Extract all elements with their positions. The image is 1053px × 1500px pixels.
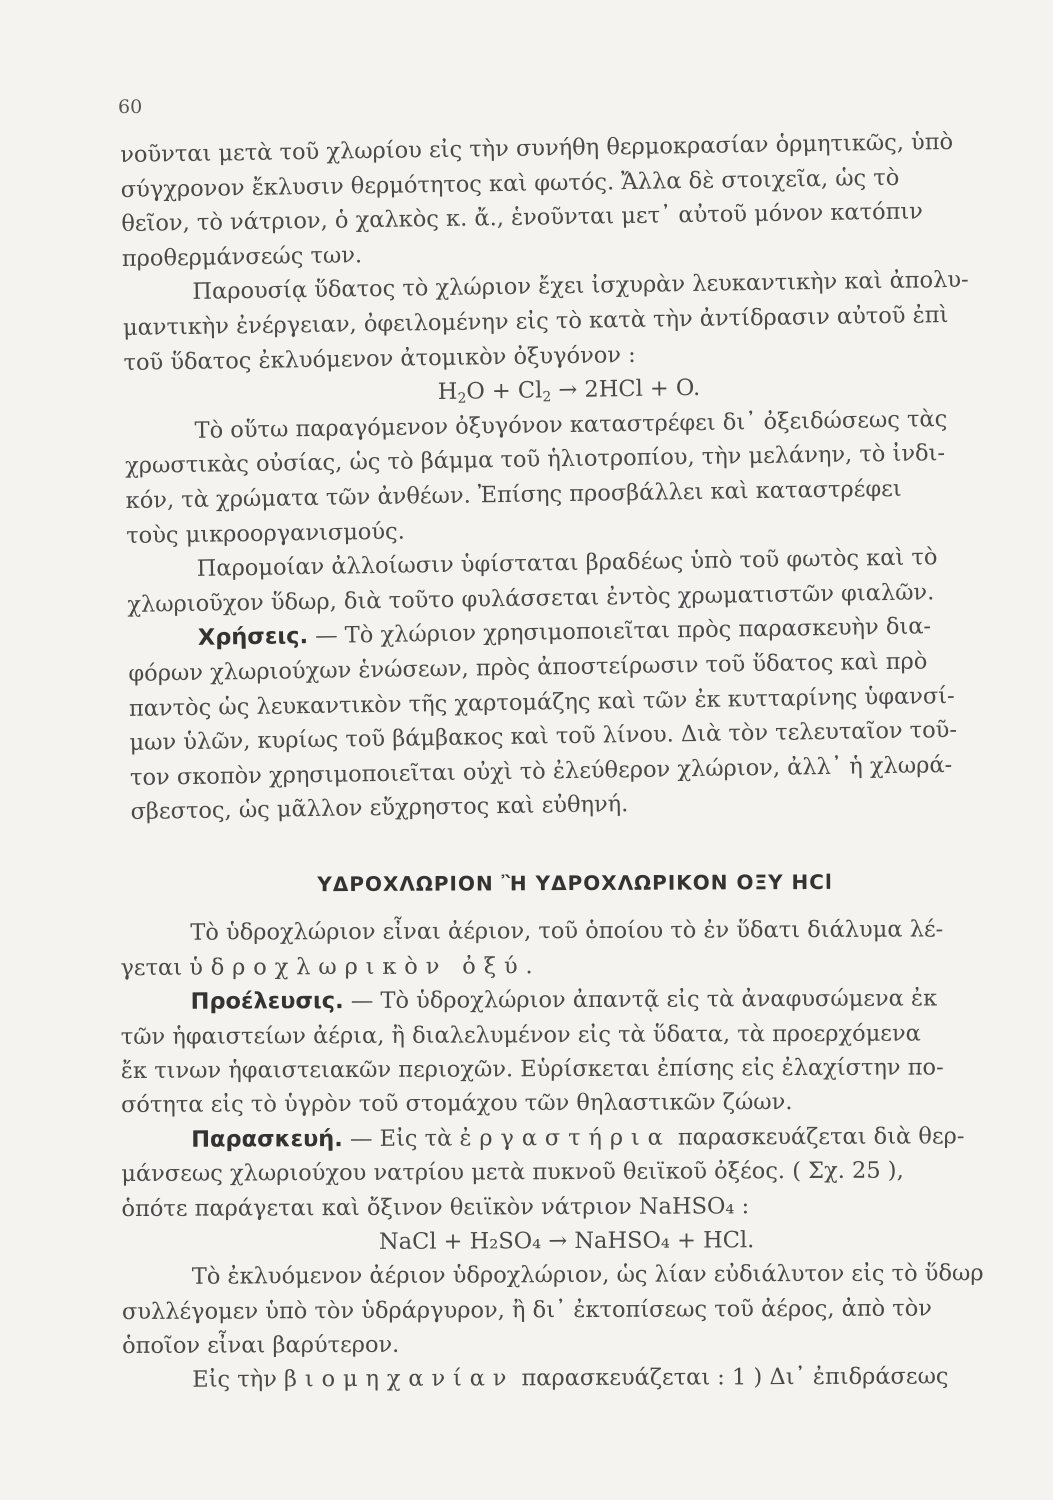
text-line: κόν, τὰ χρώματα τῶν ἀνθέων. Ἐπίσης προσβάλλει καὶ καταστρέφει [125, 475, 902, 514]
text-line: μων ὑλῶν, κυρίως τοῦ βάμβακος καὶ τοῦ λίνου. Διὰ τὸν τελευταῖον τοῦ- [129, 717, 958, 757]
chemical-equation-preparation: NaCl + H₂SO₄ → NaHSO₄ + HCl. [378, 1227, 755, 1255]
preparation-paragraph-start: Παρασκευή. — Εἰς τὰ ἐργαστήρια παρασκευάζεται διὰ θερ- [191, 1123, 965, 1153]
text-line: Παρουσίᾳ ὕδατος τὸ χλώριον ἔχει ἰσχυρὰν λευκαντικὴν καὶ ἀπολυ- [192, 267, 969, 306]
section-heading: ΥΔΡΟΧΛΩΡΙΟΝ Ἢ ΥΔΡΟΧΛΩΡΙΚΟΝ ΟΞΥ HCl [317, 869, 833, 897]
text-line: μαντικὴν ἐνέργειαν, ὀφειλομένην εἰς τὸ κατὰ τὴν ἀντίδρασιν αὐτοῦ ἐπὶ [122, 301, 949, 341]
definition-line: γεται ὑδροχλωρικὸν ὀξύ. [120, 952, 541, 981]
uses-label: Χρήσεις. [197, 623, 309, 652]
text-line: ἔκ τινων ἡφαιστειακῶν περιοχῶν. Εὑρίσκεται ἐπίσης εἰς ἐλαχίστην πο- [120, 1054, 944, 1084]
text-line: χλωριοῦχον ὕδωρ, διὰ τοῦτο φυλάσσεται ἐντὸς χρωματιστῶν φιαλῶν. [127, 578, 935, 618]
text-line: τῶν ἡφαιστείων ἀέρια, ἢ διαλελυμένον εἰς τὰ ὕδατα, τὰ προερχόμενα [120, 1020, 921, 1050]
hydrochloric-section-text [120, 864, 984, 1398]
text-line: συλλέγομεν ὑπὸ τὸν ὑδράργυρον, ἢ δι᾽ ἐκτοπίσεως τοῦ ἀέρος, ἀπὸ τὸν [121, 1295, 933, 1325]
text-line: τοὺς μικροοργανισμούς. [126, 518, 406, 549]
text-line: προθερμάνσεώς των. [121, 241, 363, 272]
text-line: σύγχρονον ἔκλυσιν θερμότητος καὶ φωτός. Ἄλλα δὲ στοιχεῖα, ὡς τὸ [120, 164, 900, 203]
text-line: παντὸς ὡς λευκαντικὸν τῆς χαρτομάζης καὶ τῶν ἐκ κυτταρίνης ὑφανσί- [128, 682, 955, 722]
text-line: Τὸ ὑδροχλώριον εἶναι ἀέριον, τοῦ ὁποίου τὸ ἐν ὕδατι διάλυμα λέ- [190, 916, 944, 947]
industry-line: Εἰς τὴν βιομηχανίαν παρασκευάζεται : 1 ) Δι᾽ ἐπιδράσεως [192, 1363, 949, 1394]
text-line: ὁπότε παράγεται καὶ ὄξινον θειϊκὸν νάτριον NaHSO₄ : [121, 1192, 750, 1222]
text-line: φόρων χλωριούχων ἑνώσεων, πρὸς ἀποστείρωσιν τοῦ ὕδατος καὶ πρὸ [128, 648, 928, 687]
chemical-equation-bleaching: $H_2O + Cl_2 \to 2HCl + O$. [437, 375, 701, 407]
chlorine-section-text [120, 125, 981, 830]
text-line: ὁποῖον εἶναι βαρύτερον. [122, 1331, 400, 1360]
text-line: σβεστος, ὡς μᾶλλον εὔχρηστος καὶ εὐθηνή. [130, 791, 629, 826]
text-line: Παρομοίαν ἀλλοίωσιν ὑφίσταται βραδέως ὑπὸ τοῦ φωτὸς καὶ τὸ [196, 544, 938, 582]
origin-label: Προέλευσις. [190, 988, 344, 1015]
text-line: Τὸ ἐκλυόμενον ἀέριον ὑδροχλώριον, ὡς λίαν εὐδιάλυτον εἰς τὸ ὕδωρ [191, 1260, 984, 1290]
text-line: μάνσεως χλωριούχου νατρίου μετὰ πυκνοῦ θειϊκοῦ ὀξέος. ( Σχ. 25 ), [121, 1157, 904, 1188]
preparation-label: Παρασκευή. [191, 1125, 343, 1153]
text-line: σότητα εἰς τὸ ὑγρὸν τοῦ στομάχου τῶν θηλαστικῶν ζώων. [120, 1089, 793, 1119]
text-line: Τὸ οὕτω παραγόμενον ὀξυγόνον καταστρέφει δι᾽ ὀξειδώσεως τὰς [194, 405, 948, 444]
uses-paragraph-start: Χρήσεις. — Τὸ χλώριον χρησιμοποιεῖται πρὸς παρασκευὴν δια- [197, 613, 932, 652]
text-line: θεῖον, τὸ νάτριον, ὁ χαλκὸς κ. ἄ., ἑνοῦνται μετ᾽ αὐτοῦ μόνον κατόπιν [121, 198, 924, 238]
origin-paragraph-start: Προέλευσις. — Τὸ ὑδροχλώριον ἀπαντᾷ εἰς τὰ ἀναφυσώμενα ἐκ [190, 985, 938, 1015]
text-line: χρωστικὰς οὐσίας, ὡς τὸ βάμμα τοῦ ἡλιοτροπίου, τὴν μελάνην, τὸ ἰνδι- [124, 440, 946, 480]
text-line: τον σκοπὸν χρησιμοποιεῖται οὐχὶ τὸ ἐλεύθερον χλώριον, ἀλλ᾽ ἡ χλωρά- [129, 751, 953, 791]
text-line: νοῦνται μετὰ τοῦ χλωρίου εἰς τὴν συνήθη θερμοκρασίαν ὁρμητικῶς, ὑπὸ [120, 128, 954, 168]
page-number: 60 [118, 96, 143, 118]
text-line: τοῦ ὕδατος ἐκλυόμενον ἀτομικὸν ὀξυγόνον : [123, 341, 636, 376]
